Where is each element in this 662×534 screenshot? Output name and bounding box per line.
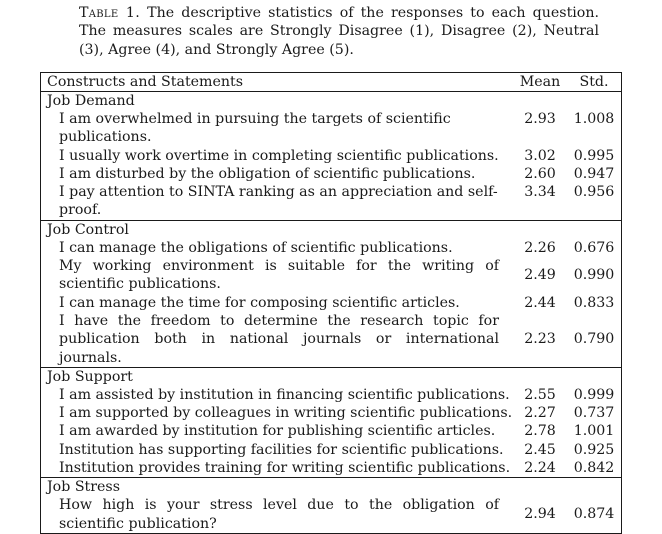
std-cell: 0.833 <box>573 294 615 311</box>
std-cell: 0.676 <box>573 239 615 256</box>
group-title: Job Demand <box>47 93 135 109</box>
table-row <box>41 441 621 459</box>
mean-cell: 2.94 <box>524 506 556 523</box>
table-row <box>41 147 621 165</box>
std-cell: 0.737 <box>573 405 615 422</box>
mean-cell: 2.27 <box>524 405 556 422</box>
statement-cell: I am assisted by institution in financing scientific publications. <box>59 386 510 403</box>
group-job-control <box>41 220 621 367</box>
statement-cell: Institution has supporting facilities for scientific publications. <box>59 441 504 458</box>
mean-cell: 2.55 <box>524 386 556 403</box>
statement-cell: Institution provides training for writing scientific publications. <box>59 460 511 477</box>
mean-cell: 3.34 <box>524 184 556 201</box>
statement-cell: How high is your stress level due to the obligation of scientific publication? <box>59 497 499 532</box>
table-row <box>41 459 621 477</box>
mean-cell: 2.44 <box>524 294 556 311</box>
group-title: Job Stress <box>47 479 120 496</box>
statement-cell: I can manage the time for composing scientific articles. <box>59 294 460 311</box>
table-row <box>41 312 621 367</box>
mean-cell: 2.24 <box>524 460 556 477</box>
std-cell: 0.842 <box>573 460 615 477</box>
statement-cell: My working environment is suitable for the writing of scientific publications. <box>59 258 499 293</box>
group-title: Job Control <box>47 221 129 238</box>
mean-cell: 2.45 <box>524 441 556 458</box>
std-cell: 0.999 <box>573 386 615 403</box>
group-job-support <box>41 367 621 477</box>
statement-cell: I am disturbed by the obligation of scientific publications. <box>59 165 476 182</box>
std-cell: 0.956 <box>573 184 615 201</box>
table-row <box>41 294 621 312</box>
std-cell: 0.995 <box>573 147 615 164</box>
mean-cell: 3.02 <box>524 147 556 164</box>
header-statement: Constructs and Statements <box>47 74 244 90</box>
table-row <box>41 257 621 294</box>
std-cell: 0.874 <box>573 506 615 523</box>
mean-cell: 2.26 <box>524 239 556 256</box>
group-job-demand <box>41 92 621 220</box>
mean-cell: 2.78 <box>524 423 556 440</box>
std-cell: 0.947 <box>573 165 615 182</box>
mean-cell: 2.93 <box>524 111 556 127</box>
caption-label: Table 1. <box>79 5 141 21</box>
table-header-row <box>41 73 621 92</box>
statistics-table <box>40 72 622 534</box>
mean-cell: 2.49 <box>524 267 556 284</box>
statement-cell: I have the freedom to determine the research topic for publication both in national journals or international journals. <box>59 312 499 366</box>
group-job-stress <box>41 477 621 533</box>
statement-cell: I am awarded by institution for publishing scientific articles. <box>59 423 496 440</box>
table-row <box>41 183 621 220</box>
group-title: Job Support <box>47 368 133 385</box>
header-std: Std. <box>579 74 609 90</box>
header-mean: Mean <box>519 74 561 90</box>
std-cell: 0.925 <box>573 441 615 458</box>
caption-text: The descriptive statistics of the responses to each question. The measures scales are Strongly Disagree (1), Disagree (2), Neutral (3), Agree (4), and Strongly Agree (5). <box>79 5 599 58</box>
table-row <box>41 239 621 257</box>
mean-cell: 2.60 <box>524 165 556 182</box>
table-row <box>41 165 621 183</box>
mean-cell: 2.23 <box>524 331 556 348</box>
statement-cell: I can manage the obligations of scientific publications. <box>59 239 453 256</box>
table-row <box>41 386 621 404</box>
statement-cell: I pay attention to SINTA ranking as an appreciation and self-proof. <box>59 184 498 219</box>
std-cell: 0.990 <box>573 267 615 284</box>
table-row <box>41 496 621 533</box>
statement-cell: I usually work overtime in completing scientific publications. <box>59 147 499 164</box>
table-caption <box>79 4 599 59</box>
table-row <box>41 404 621 422</box>
std-cell: 1.008 <box>573 111 615 127</box>
std-cell: 1.001 <box>573 423 615 440</box>
statement-cell: I am supported by colleagues in writing scientific publications. <box>59 405 513 422</box>
std-cell: 0.790 <box>573 331 615 348</box>
statement-cell: I am overwhelmed in pursuing the targets of scientific publications. <box>59 111 451 146</box>
table-row <box>41 110 621 147</box>
table-row <box>41 422 621 440</box>
